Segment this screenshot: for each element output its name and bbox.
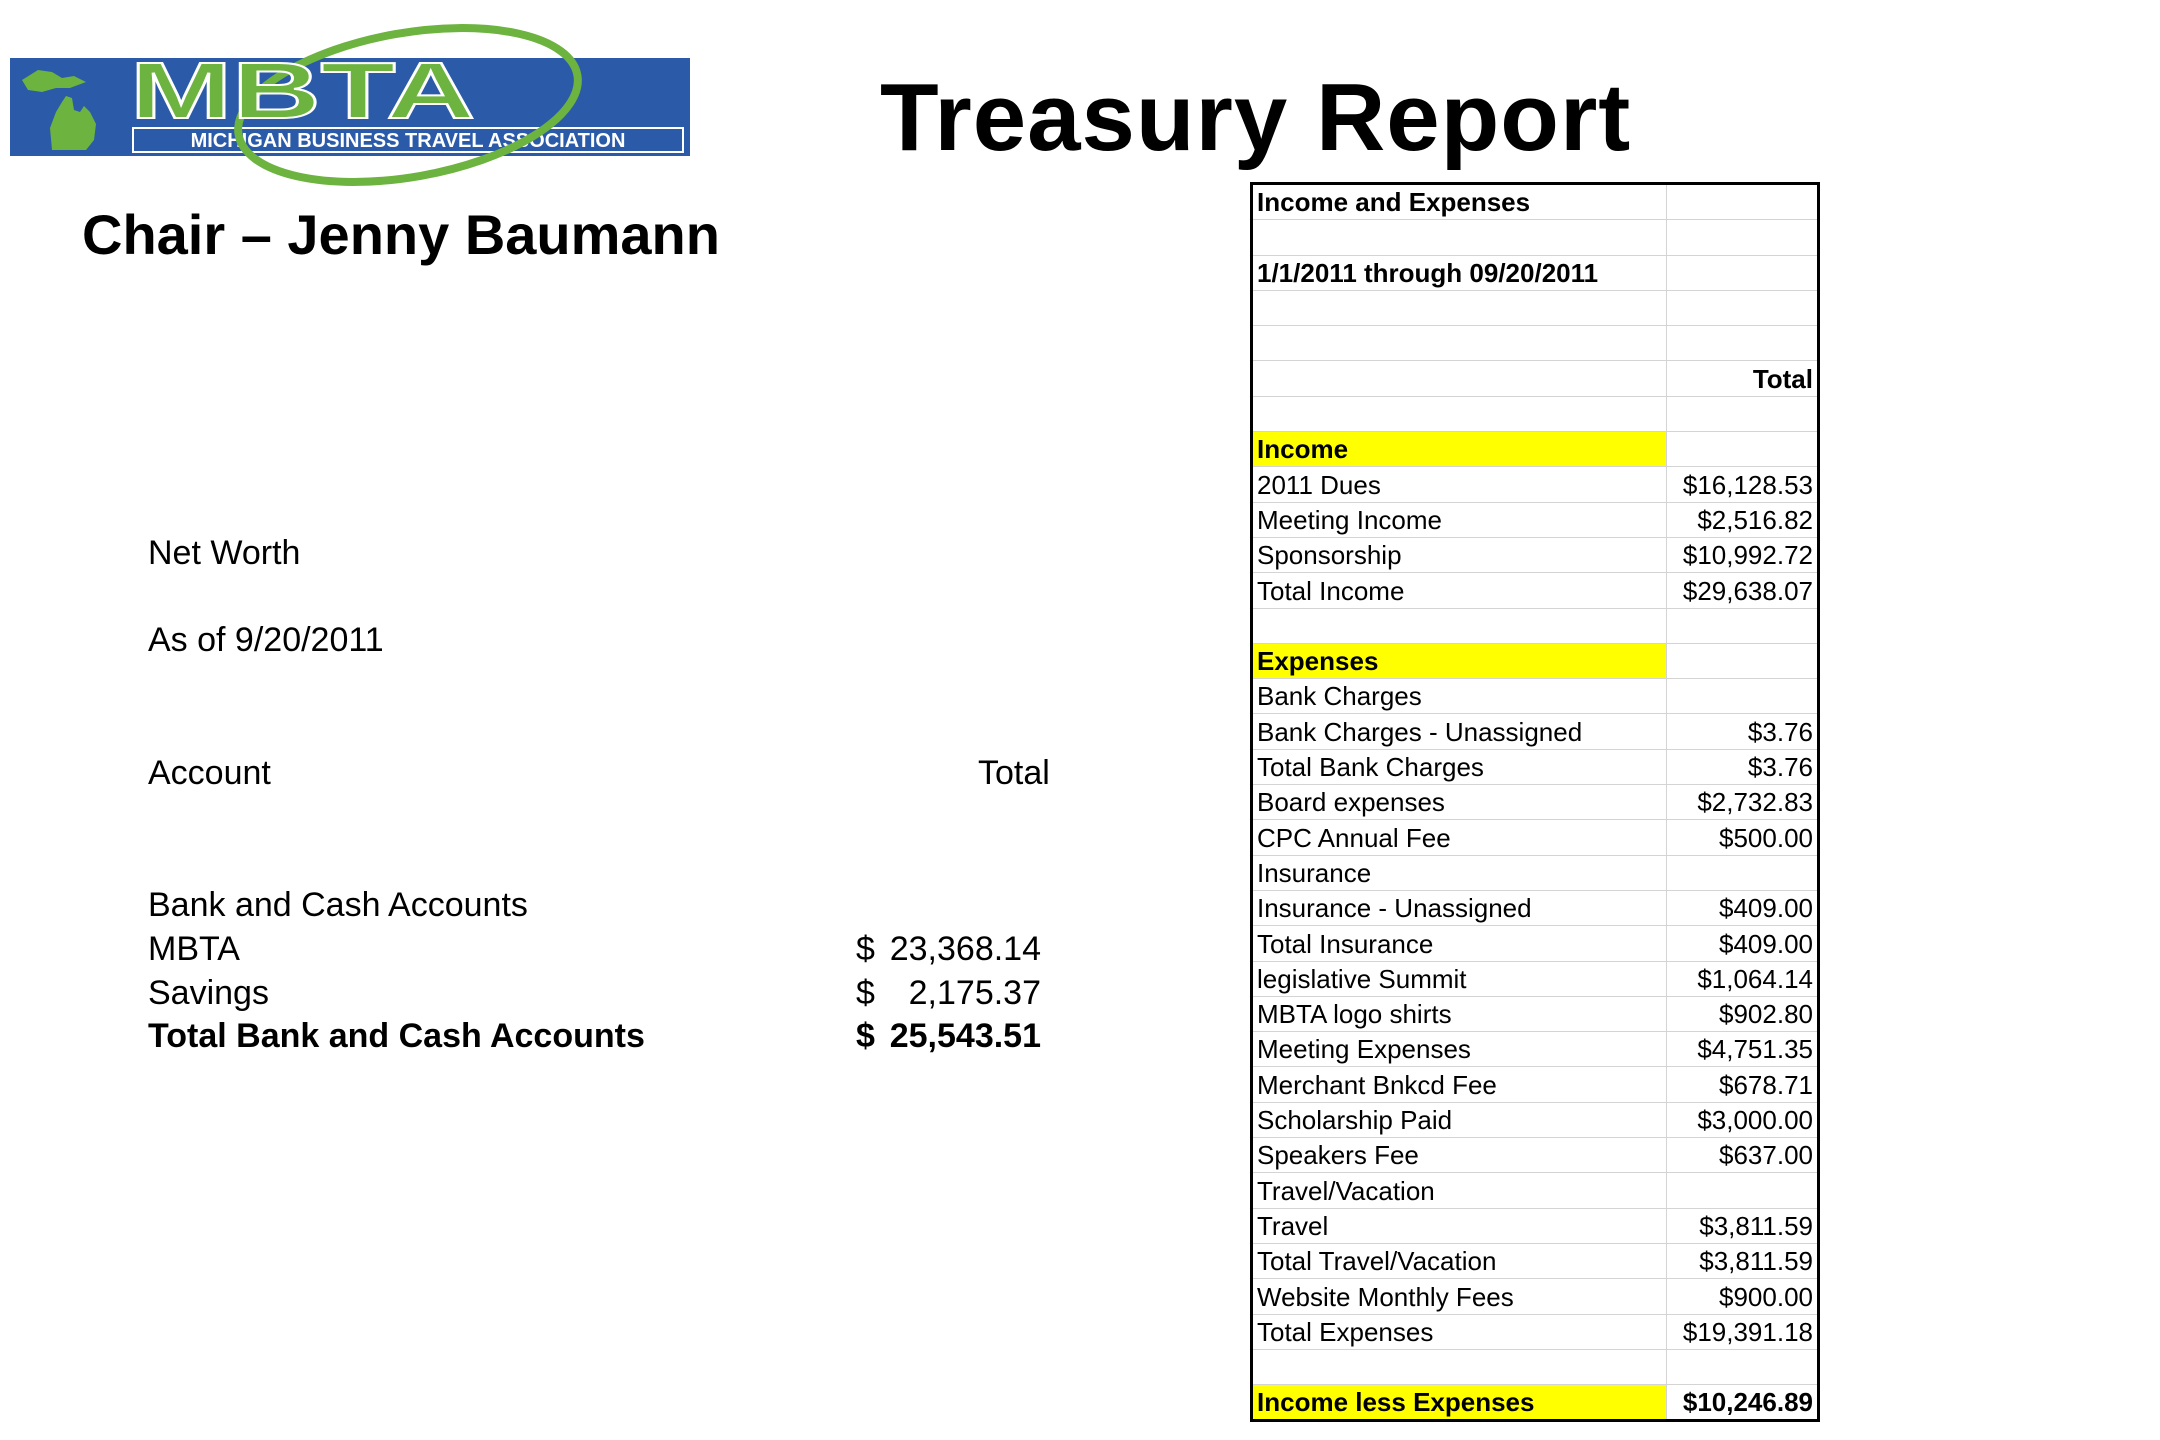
row-label: Expenses — [1253, 643, 1667, 678]
row-label — [1253, 361, 1667, 396]
table-row — [1253, 1102, 1817, 1137]
row-value: $409.00 — [1667, 890, 1818, 925]
row-value: $409.00 — [1667, 926, 1818, 961]
account-column-header: Account — [148, 754, 271, 792]
bank-cash-section-label: Bank and Cash Accounts — [148, 886, 528, 924]
row-label — [1253, 396, 1667, 431]
total-accounts-label: Total Bank and Cash Accounts — [148, 1017, 645, 1055]
row-value — [1667, 1349, 1818, 1384]
table-row — [1253, 220, 1817, 255]
table-row — [1253, 679, 1817, 714]
row-label: Travel — [1253, 1208, 1667, 1243]
logo-wordmark: MBTA — [130, 46, 475, 135]
row-value: $10,992.72 — [1667, 537, 1818, 572]
row-label: legislative Summit — [1253, 961, 1667, 996]
table-row — [1253, 855, 1817, 890]
table-row — [1253, 785, 1817, 820]
row-value: $500.00 — [1667, 820, 1818, 855]
row-value — [1667, 432, 1818, 467]
row-label — [1253, 220, 1667, 255]
row-value — [1667, 290, 1818, 325]
row-value: $3,811.59 — [1667, 1208, 1818, 1243]
row-value: $2,516.82 — [1667, 502, 1818, 537]
currency-symbol: $ — [856, 930, 875, 968]
table-row — [1253, 396, 1817, 431]
row-value: $29,638.07 — [1667, 573, 1818, 608]
row-label: Total Insurance — [1253, 926, 1667, 961]
row-value: $900.00 — [1667, 1279, 1818, 1314]
table-row — [1253, 1138, 1817, 1173]
row-label: Total Bank Charges — [1253, 749, 1667, 784]
row-label: 1/1/2011 through 09/20/2011 — [1253, 255, 1667, 290]
table-row — [1253, 890, 1817, 925]
row-value: $3.76 — [1667, 714, 1818, 749]
amount-value: 23,368.14 — [889, 930, 1041, 968]
table-row — [1253, 361, 1817, 396]
row-label: Bank Charges - Unassigned — [1253, 714, 1667, 749]
row-label: Board expenses — [1253, 785, 1667, 820]
table-row — [1253, 714, 1817, 749]
row-value: $3,000.00 — [1667, 1102, 1818, 1137]
amount-value: 2,175.37 — [908, 974, 1041, 1012]
income-expenses-table — [1250, 182, 1820, 1422]
row-label: Travel/Vacation — [1253, 1173, 1667, 1208]
row-value: $16,128.53 — [1667, 467, 1818, 502]
row-label: Meeting Expenses — [1253, 1032, 1667, 1067]
table-row — [1253, 1208, 1817, 1243]
row-label — [1253, 1349, 1667, 1384]
table-row — [1253, 326, 1817, 361]
table-row — [1253, 290, 1817, 325]
row-value — [1667, 255, 1818, 290]
table-row — [1253, 820, 1817, 855]
row-label: Insurance — [1253, 855, 1667, 890]
row-label: Sponsorship — [1253, 537, 1667, 572]
table-row — [1253, 573, 1817, 608]
table-row — [1253, 1173, 1817, 1208]
table-row — [1253, 255, 1817, 290]
table-row — [1253, 1349, 1817, 1384]
table-row — [1253, 502, 1817, 537]
row-label: Total Income — [1253, 573, 1667, 608]
row-label — [1253, 608, 1667, 643]
table-row — [1253, 608, 1817, 643]
row-label: MBTA logo shirts — [1253, 996, 1667, 1031]
table-row — [1253, 467, 1817, 502]
row-label: Total Travel/Vacation — [1253, 1243, 1667, 1278]
amount-value: 25,543.51 — [889, 1017, 1041, 1055]
table-row — [1253, 749, 1817, 784]
table-row — [1253, 1279, 1817, 1314]
mbta-logo — [0, 0, 700, 215]
table-row — [1253, 185, 1817, 220]
row-value — [1667, 855, 1818, 890]
row-value — [1667, 1173, 1818, 1208]
row-value — [1667, 185, 1818, 220]
row-value: Total — [1667, 361, 1818, 396]
row-value: $1,064.14 — [1667, 961, 1818, 996]
row-value: $3,811.59 — [1667, 1243, 1818, 1278]
row-value — [1667, 679, 1818, 714]
table-row — [1253, 961, 1817, 996]
table-row — [1253, 996, 1817, 1031]
row-label — [1253, 326, 1667, 361]
row-label: CPC Annual Fee — [1253, 820, 1667, 855]
currency-symbol: $ — [856, 974, 875, 1012]
account-row-label: MBTA — [148, 930, 240, 968]
row-value — [1667, 220, 1818, 255]
table-row — [1253, 1243, 1817, 1278]
logo-tagline: MICHIGAN BUSINESS TRAVEL ASSOCIATION — [190, 130, 626, 152]
row-label: Merchant Bnkcd Fee — [1253, 1067, 1667, 1102]
row-value — [1667, 396, 1818, 431]
row-value: $637.00 — [1667, 1138, 1818, 1173]
table-row — [1253, 1385, 1817, 1420]
row-value: $10,246.89 — [1682, 1387, 1813, 1418]
row-value — [1667, 608, 1818, 643]
currency-symbol: $ — [856, 1017, 875, 1055]
row-label: Bank Charges — [1253, 679, 1667, 714]
row-value: $902.80 — [1667, 996, 1818, 1031]
page-title: Treasury Report — [880, 64, 1632, 171]
row-label: Insurance - Unassigned — [1253, 890, 1667, 925]
row-label: Meeting Income — [1253, 502, 1667, 537]
row-label: Website Monthly Fees — [1253, 1279, 1667, 1314]
chair-name: Chair – Jenny Baumann — [82, 203, 720, 266]
table-row — [1253, 926, 1817, 961]
row-value: $3.76 — [1667, 749, 1818, 784]
net-worth-heading: Net Worth — [148, 534, 301, 572]
net-worth-date: As of 9/20/2011 — [148, 621, 384, 659]
row-value — [1667, 643, 1818, 678]
row-value: $4,751.35 — [1667, 1032, 1818, 1067]
row-label — [1253, 290, 1667, 325]
income-expenses-body — [1253, 185, 1817, 1419]
row-label: Income less Expenses — [1253, 1385, 1667, 1420]
table-row — [1253, 1067, 1817, 1102]
table-row — [1253, 1032, 1817, 1067]
total-column-header: Total — [978, 754, 1050, 792]
row-label: 2011 Dues — [1253, 467, 1667, 502]
table-row — [1253, 537, 1817, 572]
table-row — [1253, 1314, 1817, 1349]
row-value: $2,732.83 — [1667, 785, 1818, 820]
account-row-label: Savings — [148, 974, 269, 1012]
row-label: Income and Expenses — [1253, 185, 1667, 220]
row-label: Speakers Fee — [1253, 1138, 1667, 1173]
row-value — [1667, 326, 1818, 361]
row-value: $19,391.18 — [1667, 1314, 1818, 1349]
table-row — [1253, 432, 1817, 467]
table-row — [1253, 643, 1817, 678]
row-label: Income — [1253, 432, 1667, 467]
row-value: $678.71 — [1667, 1067, 1818, 1102]
row-label: Scholarship Paid — [1253, 1102, 1667, 1137]
row-label: Total Expenses — [1253, 1314, 1667, 1349]
